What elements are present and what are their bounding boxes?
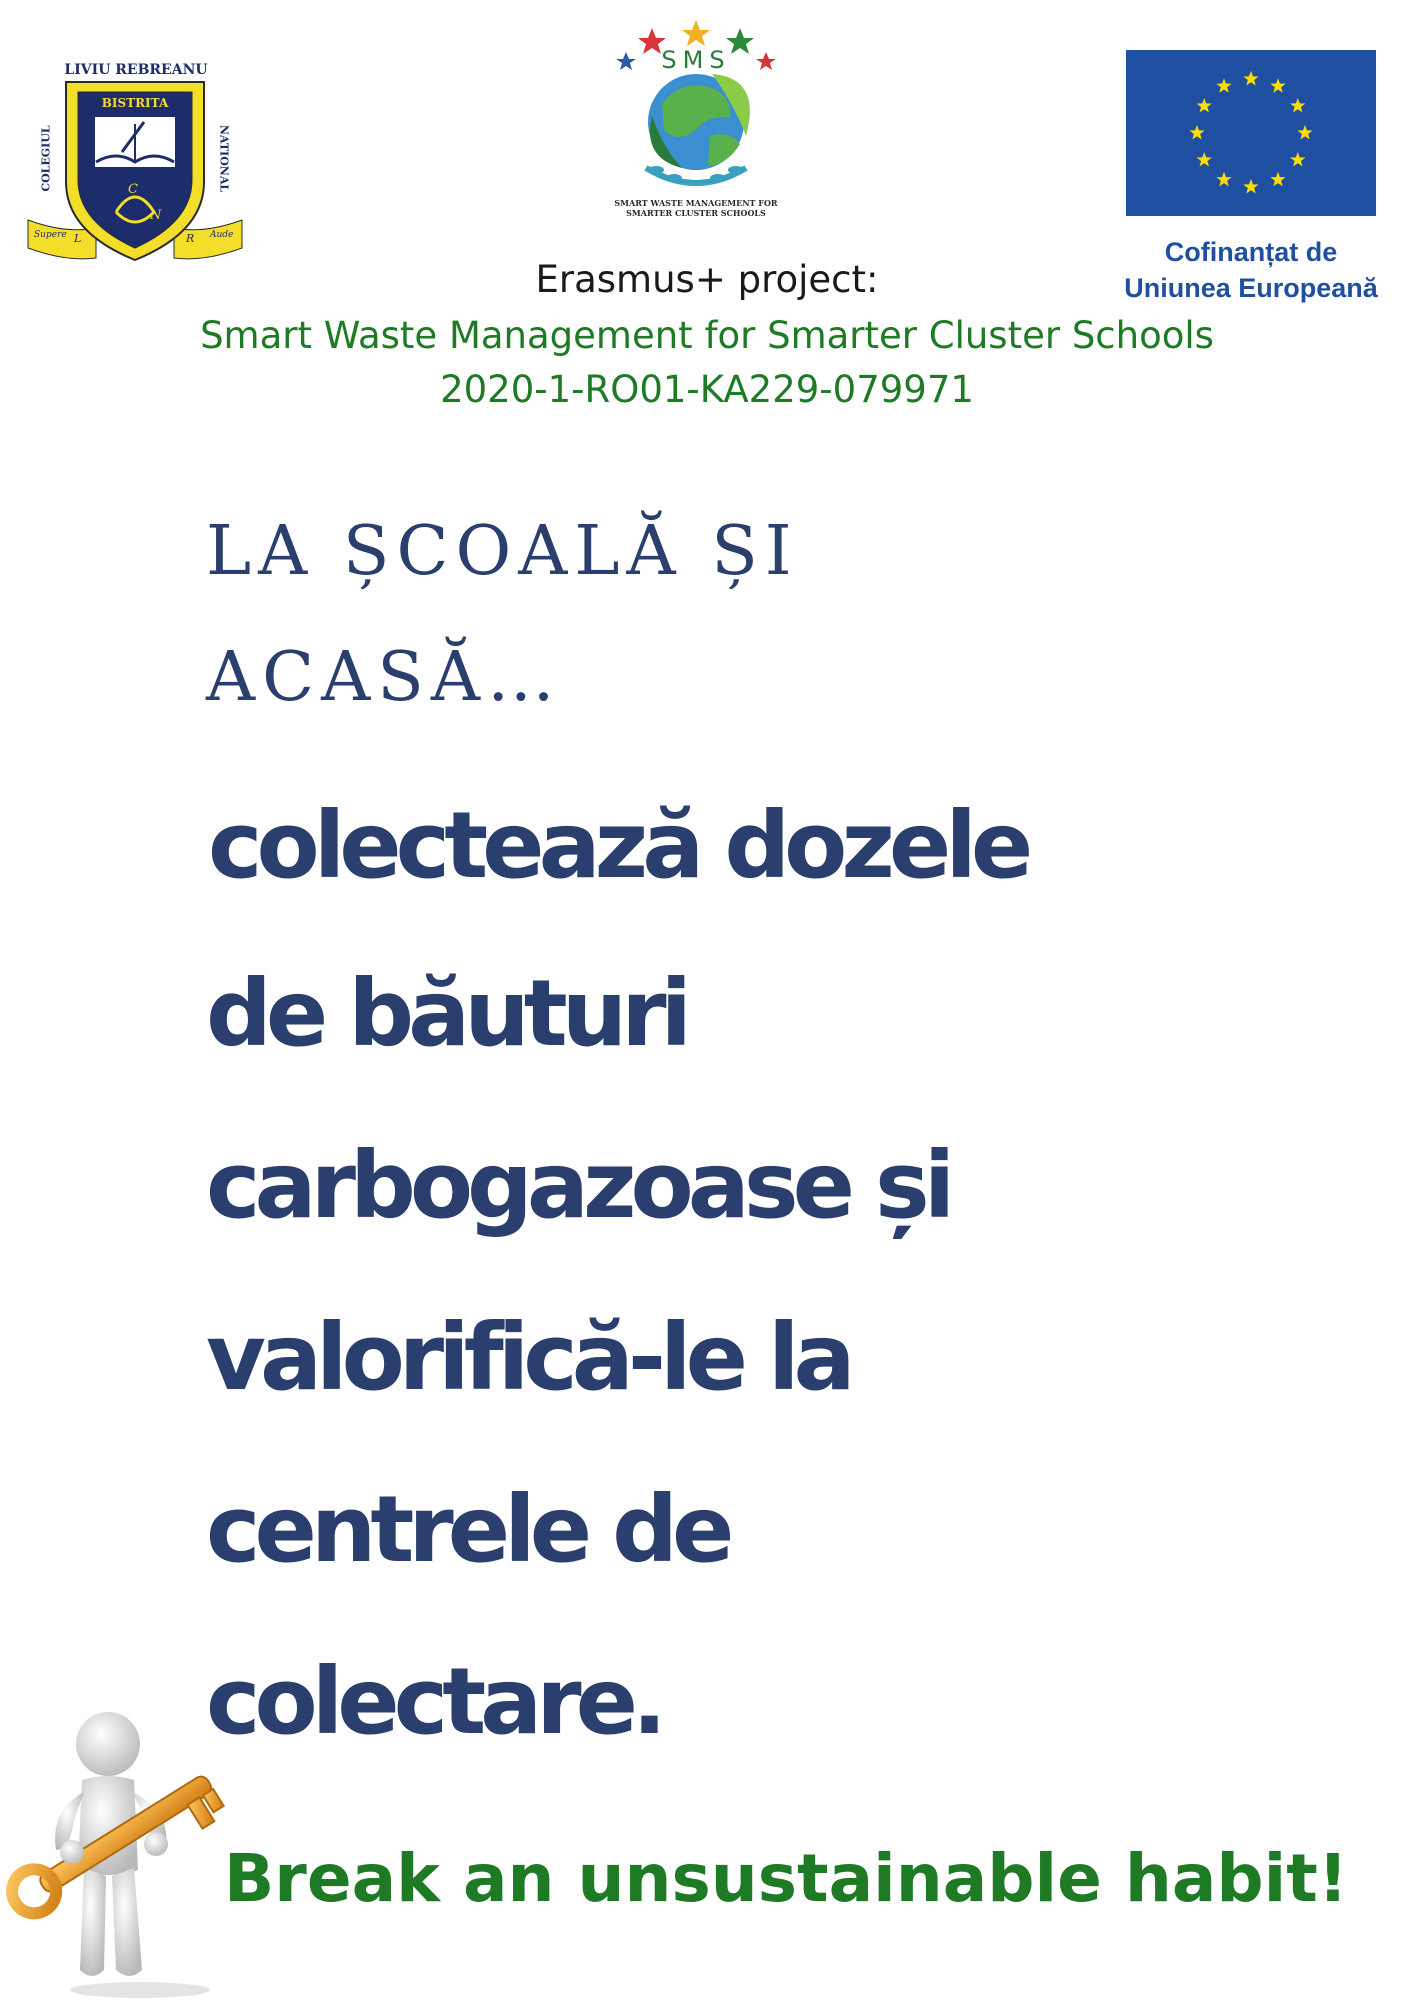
sms-caption-line1: SMART WASTE MANAGEMENT FOR	[614, 198, 778, 208]
intro-line-2: ACASĂ…	[206, 638, 562, 717]
school-logo	[26, 62, 244, 262]
school-logo-monogram-1: C	[128, 182, 138, 197]
sms-logo-caption	[604, 198, 788, 218]
figure-holding-key-icon	[0, 1700, 250, 2000]
school-logo-monogram-3: L	[74, 232, 82, 245]
school-logo-motto-right: Aude	[210, 230, 234, 240]
project-code: 2020-1-RO01-KA229-079971	[440, 368, 974, 411]
school-logo-monogram-2: N	[150, 208, 162, 223]
message-line-4: valorifică-le la	[206, 1304, 850, 1411]
eu-flag	[1126, 50, 1376, 216]
message-line-5: centrele de	[206, 1476, 729, 1583]
sms-logo	[612, 18, 780, 224]
eu-caption-line1: Cofinanțat de	[1164, 237, 1338, 267]
eu-caption-line2: Uniunea Europeană	[1124, 273, 1378, 303]
message-line-2: de băuturi	[206, 960, 687, 1067]
school-logo-right-text: NATIONAL	[217, 124, 231, 193]
school-logo-monogram-4: R	[186, 232, 195, 245]
project-label: Erasmus+ project:	[535, 258, 879, 301]
slogan: Break an unsustainable habit!	[224, 1840, 1348, 1917]
school-logo-top-text: LIVIU REBREANU	[64, 62, 208, 78]
project-title: Smart Waste Management for Smarter Cluster Schools	[200, 314, 1214, 357]
message-line-3: carbogazoase și	[206, 1132, 950, 1239]
school-logo-motto-left: Supere	[34, 230, 67, 240]
school-logo-left-text: COLEGIUL	[39, 125, 53, 192]
message-line-1: colectează dozele	[208, 792, 1028, 899]
sms-logo-letters: SMS	[661, 46, 731, 74]
sms-caption-line2: SMARTER CLUSTER SCHOOLS	[626, 208, 766, 218]
message-line-6: colectare.	[206, 1648, 661, 1755]
intro-line-1: LA ȘCOALĂ ȘI	[206, 512, 799, 591]
school-logo-shield-text: BISTRITA	[101, 96, 169, 110]
